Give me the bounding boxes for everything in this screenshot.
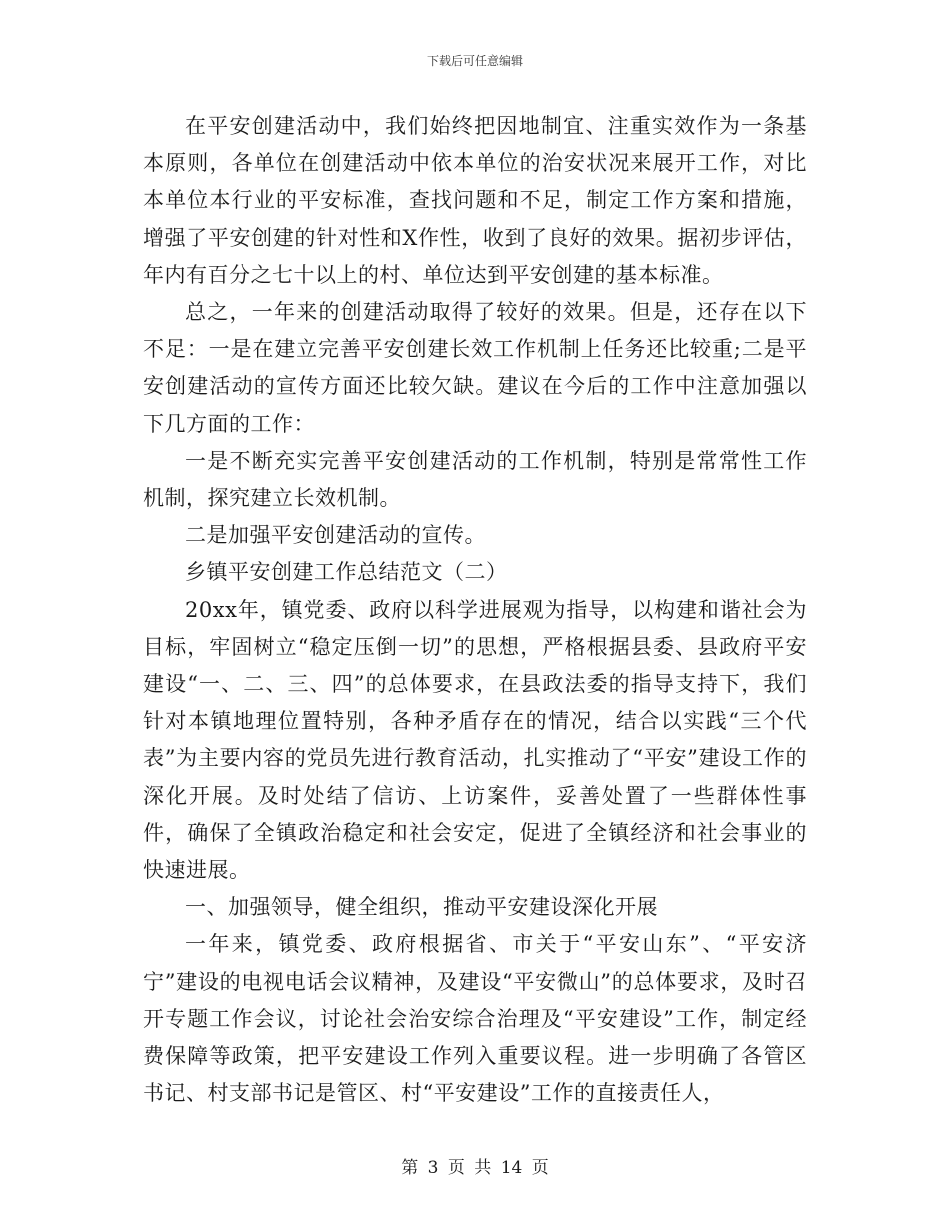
paragraph-2: 总之，一年来的创建活动取得了较好的效果。但是，还存在以下不足：一是在建立完善平安创建长效工作机制上任务还比较重;二是平安创建活动的宣传方面还比较欠缺。建议在今后的工作中注意加强以下几方面的工作：	[143, 300, 807, 436]
paragraph-8: 一年来，镇党委、政府根据省、市关于“平安山东”、“平安济宁”建设的电视电话会议精神，及建设“平安微山”的总体要求，及时召开专题工作会议，讨论社会治安综合治理及“平安建设”工作，制定经费保障等政策，把平安建设工作列入重要议程。进一步明确了各管区书记、村支部书记是管区、村“平安建设”工作的直接责任人，	[143, 932, 807, 1106]
document-body	[143, 108, 807, 1112]
paragraph-4: 二是加强平安创建活动的宣传。	[185, 523, 486, 548]
paragraph-6: 20xx年，镇党委、政府以科学进展观为指导，以构建和谐社会为目标，牢固树立“稳定压倒一切”的思想，严格根据县委、县政府平安建设“一、二、三、四”的总体要求，在县政法委的指导支持下，我们针对本镇地理位置特别，各种矛盾存在的情况，结合以实践“三个代表”为主要内容的党员先进行教育活动，扎实推动了“平安”建设工作的深化开展。及时处结了信访、上访案件，妥善处置了一些群体性事件，确保了全镇政治稳定和社会安定，促进了全镇经济和社会事业的快速进展。	[143, 597, 807, 883]
section-title: 乡镇平安创建工作总结范文（二）	[185, 560, 508, 585]
page-number: 第 3 页 共 14 页	[401, 1158, 549, 1178]
section-heading-1: 一、加强领导，健全组织，推动平安建设深化开展	[185, 895, 658, 920]
paragraph-3: 一是不断充实完善平安创建活动的工作机制，特别是常常性工作机制，探究建立长效机制。	[143, 448, 807, 511]
page-header-note: 下载后可任意编辑	[426, 54, 523, 68]
paragraph-1: 在平安创建活动中，我们始终把因地制宜、注重实效作为一条基本原则，各单位在创建活动中依本单位的治安状况来展开工作，对比本单位本行业的平安标准，查找问题和不足，制定工作方案和措施，增强了平安创建的针对性和X作性，收到了良好的效果。据初步评估，年内有百分之七十以上的村、单位达到平安创建的基本标准。	[143, 114, 807, 287]
